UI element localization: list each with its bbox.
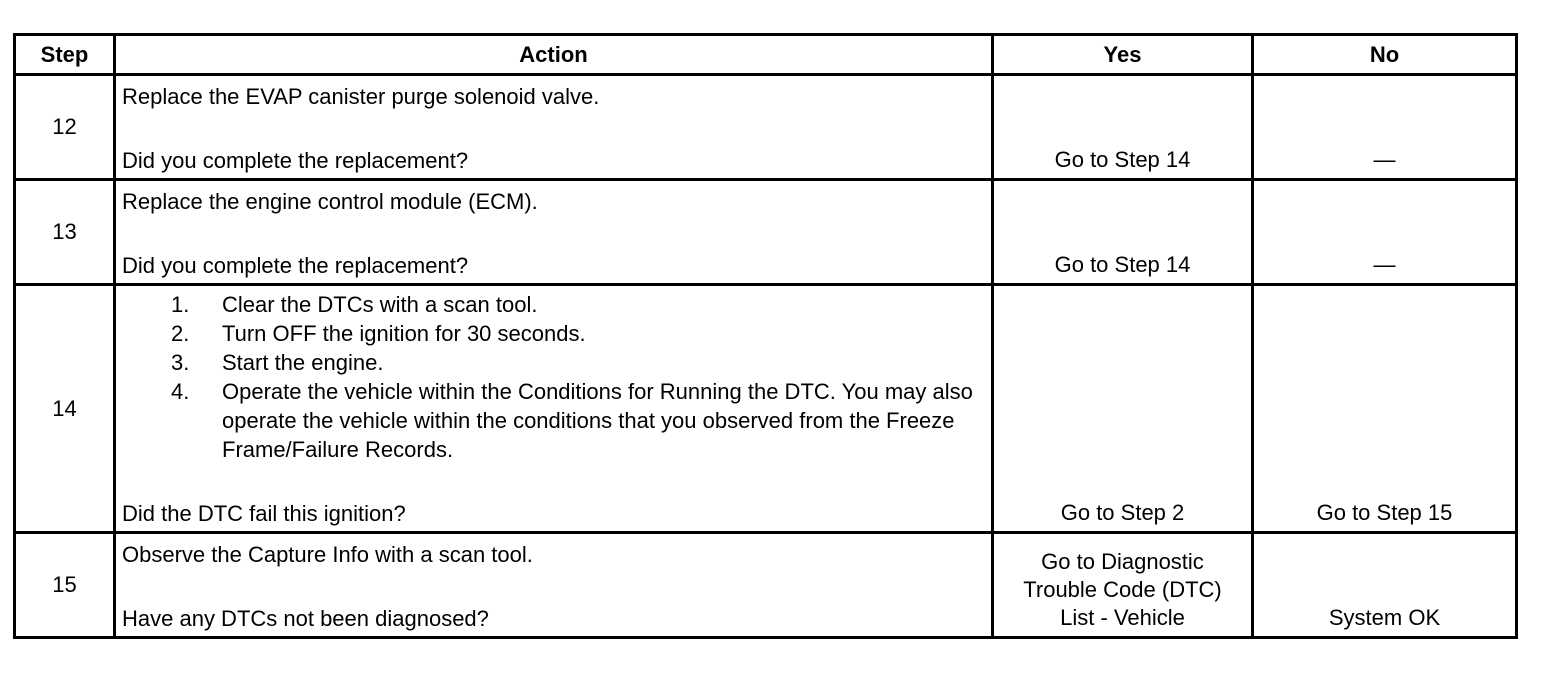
yes-cell [993, 180, 1253, 285]
action-question: Did the DTC fail this ignition? [122, 501, 406, 526]
action-cell [115, 285, 993, 533]
header-yes: Yes [993, 35, 1253, 75]
action-cell [115, 533, 993, 638]
yes-result: Go to Diagnostic Trouble Code (DTC) List - Vehicle [1023, 549, 1222, 630]
no-cell [1253, 533, 1517, 638]
no-result: System OK [1328, 605, 1441, 630]
action-cell [115, 180, 993, 285]
step-number: 13 [15, 180, 115, 285]
header-action: Action [115, 35, 993, 75]
substep-text: Clear the DTCs with a scan tool. [222, 292, 538, 317]
no-result: — [1373, 252, 1396, 277]
table-row [15, 533, 1517, 638]
action-question: Did you complete the replacement? [122, 253, 469, 278]
yes-cell [993, 285, 1253, 533]
action-text: Replace the engine control module (ECM). [122, 189, 538, 214]
header-row [15, 35, 1517, 75]
diagnostic-table [13, 33, 1518, 639]
list-item [116, 377, 982, 464]
table-row [15, 285, 1517, 533]
table-row [15, 75, 1517, 180]
no-cell [1253, 75, 1517, 180]
list-item [116, 348, 982, 377]
substep-number: 3. [171, 350, 190, 375]
substep-number: 1. [171, 292, 190, 317]
yes-result: Go to Step 2 [1060, 500, 1185, 525]
header-no: No [1253, 35, 1517, 75]
yes-cell [993, 75, 1253, 180]
no-cell [1253, 285, 1517, 533]
substep-number: 2. [171, 321, 190, 346]
action-text: Replace the EVAP canister purge solenoid valve. [122, 84, 600, 109]
no-result: Go to Step 15 [1316, 500, 1453, 525]
yes-result: Go to Step 14 [1054, 147, 1191, 172]
list-item [116, 290, 982, 319]
action-question: Did you complete the replacement? [122, 148, 469, 173]
substep-text: Start the engine. [222, 350, 384, 375]
action-text: Observe the Capture Info with a scan tool. [122, 542, 533, 567]
step-number: 14 [15, 285, 115, 533]
no-result: — [1373, 147, 1396, 172]
step-number: 12 [15, 75, 115, 180]
table-row [15, 180, 1517, 285]
step-number: 15 [15, 533, 115, 638]
yes-cell [993, 533, 1253, 638]
substep-number: 4. [171, 379, 190, 404]
substep-text: Operate the vehicle within the Conditions for Running the DTC. You may also operate the vehicle within the conditions that you observed from the Freeze Frame/Failure Records. [222, 379, 973, 462]
action-cell [115, 75, 993, 180]
list-item [116, 319, 982, 348]
action-question: Have any DTCs not been diagnosed? [122, 606, 489, 631]
yes-result: Go to Step 14 [1054, 252, 1191, 277]
substep-list [116, 290, 982, 464]
no-cell [1253, 180, 1517, 285]
header-step: Step [15, 35, 115, 75]
substep-text: Turn OFF the ignition for 30 seconds. [222, 321, 586, 346]
